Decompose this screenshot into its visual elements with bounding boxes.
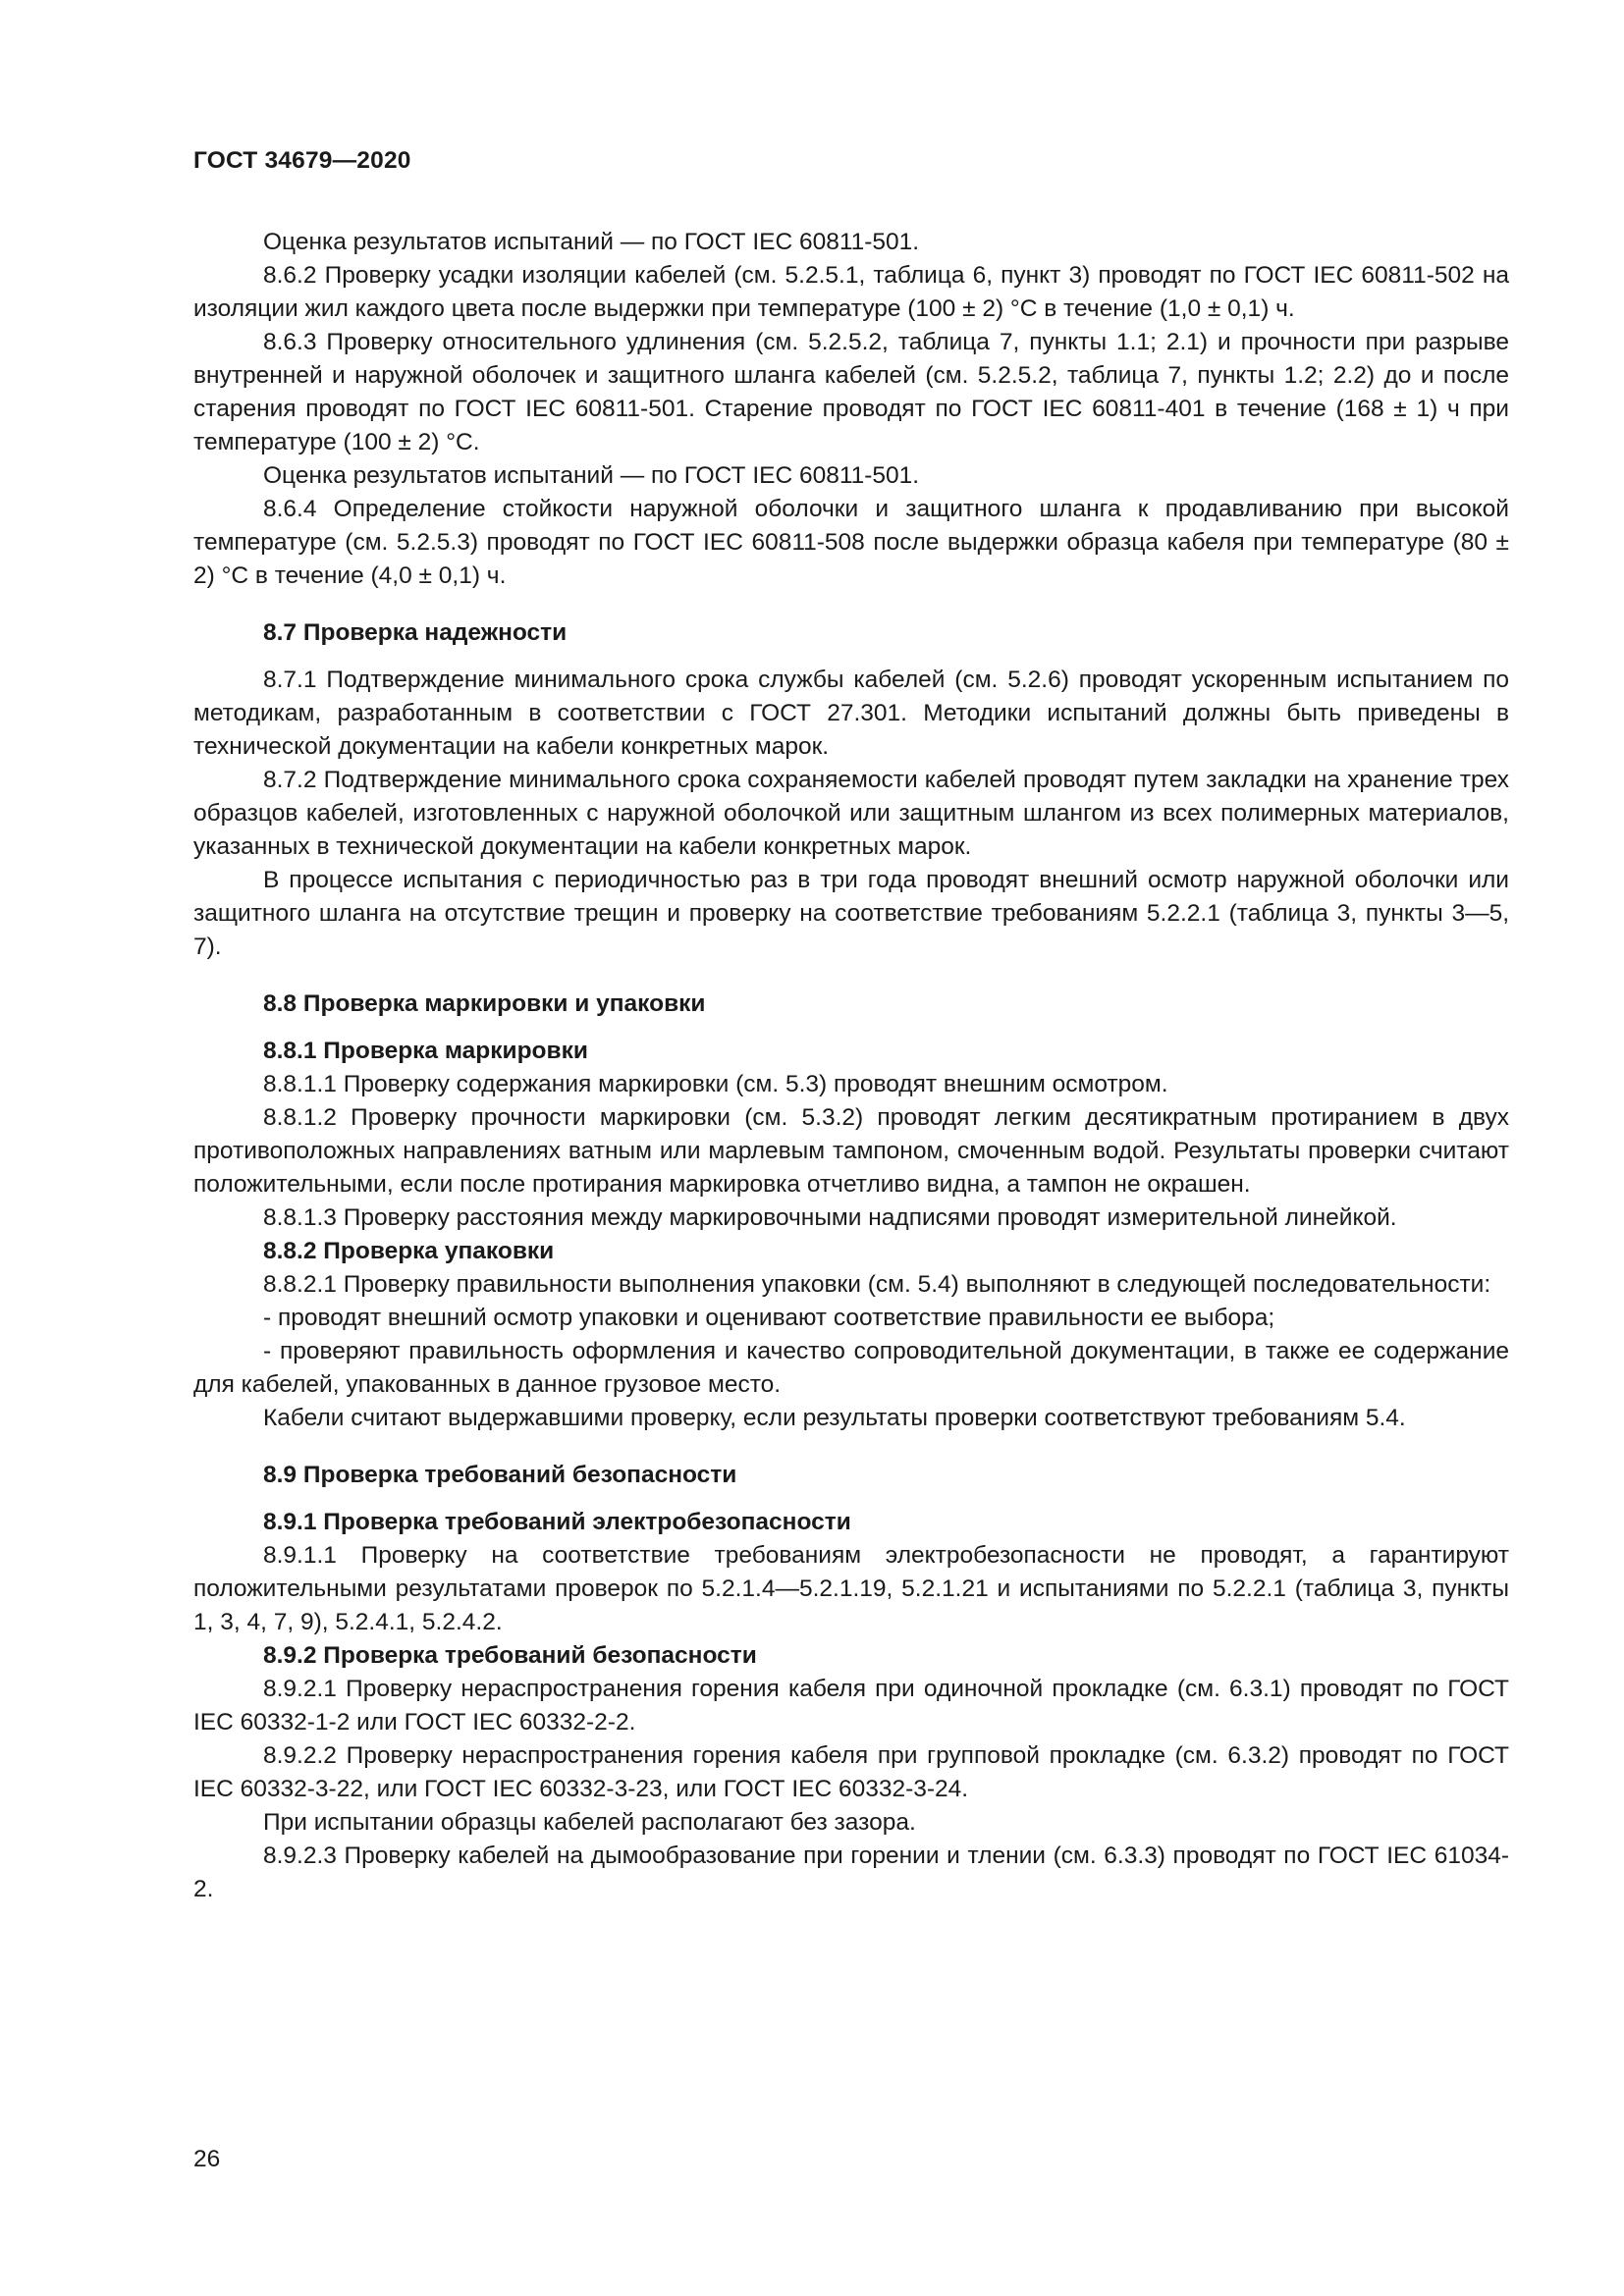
- paragraph: 8.8.1.3 Проверку расстояния между маркировочными надписями проводят измерительной линейкой.: [263, 1204, 1397, 1231]
- paragraph: При испытании образцы кабелей располагают без зазора.: [263, 1809, 916, 1836]
- subsection-heading: 8.8.2 Проверка упаковки: [263, 1238, 555, 1264]
- list-item: - проверяют правильность оформления и качество сопроводительной документации, в также ее содержание для кабелей, упакованных в данное грузовое место.: [193, 1338, 1509, 1398]
- paragraph: 8.6.4 Определение стойкости наружной оболочки и защитного шланга к продавливанию при высокой температуре (см. 5.2.5.3) проводят по ГОСТ IEC 60811-508 после выдержки образца кабеля при температуре (80 ± 2) °С в течение (4,0 ± 0,1) ч.: [193, 496, 1509, 589]
- paragraph: 8.9.2.1 Проверку нераспространения горения кабеля при одиночной прокладке (см. 6.3.1) проводят по ГОСТ IEC 60332-1-2 или ГОСТ IEC 60332-2-2.: [193, 1676, 1509, 1735]
- paragraph: 8.8.2.1 Проверку правильности выполнения упаковки (см. 5.4) выполняют в следующей последовательности:: [263, 1271, 1491, 1298]
- list-item: - проводят внешний осмотр упаковки и оценивают соответствие правильности ее выбора;: [263, 1305, 1275, 1331]
- subsection-heading: 8.9.2 Проверка требований безопасности: [263, 1642, 757, 1669]
- subsection-heading: 8.9.1 Проверка требований электробезопасности: [263, 1509, 851, 1535]
- paragraph: 8.9.1.1 Проверку на соответствие требованиям электробезопасности не проводят, а гарантируют положительными результатами проверок по 5.2.1.4—5.2.1.19, 5.2.1.21 и испытаниями по 5.2.2.1 (таблица 3, пункты 1, 3, 4, 7, 9), 5.2.4.1, 5.2.4.2.: [193, 1542, 1509, 1635]
- section-heading: 8.8 Проверка маркировки и упаковки: [263, 990, 706, 1017]
- paragraph: Оценка результатов испытаний — по ГОСТ IEC 60811-501.: [263, 229, 920, 255]
- paragraph: В процессе испытания с периодичностью раз в три года проводят внешний осмотр наружной оболочки или защитного шланга на отсутствие трещин и проверку на соответствие требованиям 5.2.2.1 (таблица 3, пункты 3—5, 7).: [193, 867, 1509, 960]
- paragraph: 8.8.1.1 Проверку содержания маркировки (см. 5.3) проводят внешним осмотром.: [263, 1071, 1168, 1097]
- paragraph: 8.7.1 Подтверждение минимального срока службы кабелей (см. 5.2.6) проводят ускоренным испытанием по методикам, разработанным в соответствии с ГОСТ 27.301. Методики испытаний должны быть приведены в технической документации на кабели конкретных марок.: [193, 667, 1509, 760]
- section-heading: 8.7 Проверка надежности: [263, 619, 568, 646]
- paragraph: 8.9.2.3 Проверку кабелей на дымообразование при горении и тлении (см. 6.3.3) проводят по ГОСТ IEC 61034-2.: [193, 1842, 1509, 1902]
- section-heading: 8.9 Проверка требований безопасности: [263, 1462, 737, 1488]
- paragraph: 8.9.2.2 Проверку нераспространения горения кабеля при групповой прокладке (см. 6.3.2) проводят по ГОСТ IEC 60332-3-22, или ГОСТ IEC 60332-3-23, или ГОСТ IEC 60332-3-24.: [193, 1742, 1509, 1802]
- page-header-doc-code: ГОСТ 34679—2020: [193, 147, 411, 174]
- document-body: [193, 226, 1509, 1906]
- page-number: 26: [193, 2146, 221, 2172]
- paragraph: Кабели считают выдержавшими проверку, если результаты проверки соответствуют требованиям 5.4.: [263, 1405, 1406, 1431]
- paragraph: Оценка результатов испытаний — по ГОСТ IEC 60811-501.: [263, 462, 920, 489]
- paragraph: 8.6.3 Проверку относительного удлинения (см. 5.2.5.2, таблица 7, пункты 1.1; 2.1) и прочности при разрыве внутренней и наружной оболочек и защитного шланга кабелей (см. 5.2.5.2, таблица 7, пункты 1.2; 2.2) до и после старения проводят по ГОСТ IEC 60811-501. Старение проводят по ГОСТ IEC 60811-401 в течение (168 ± 1) ч при температуре (100 ± 2) °С.: [193, 329, 1509, 455]
- paragraph: 8.6.2 Проверку усадки изоляции кабелей (см. 5.2.5.1, таблица 6, пункт 3) проводят по ГОСТ IEC 60811-502 на изоляции жил каждого цвета после выдержки при температуре (100 ± 2) °С в течение (1,0 ± 0,1) ч.: [193, 262, 1509, 322]
- subsection-heading: 8.8.1 Проверка маркировки: [263, 1038, 588, 1064]
- paragraph: 8.7.2 Подтверждение минимального срока сохраняемости кабелей проводят путем закладки на хранение трех образцов кабелей, изготовленных с наружной оболочкой или защитным шлангом из всех полимерных материалов, указанных в технической документации на кабели конкретных марок.: [193, 767, 1509, 860]
- paragraph: 8.8.1.2 Проверку прочности маркировки (см. 5.3.2) проводят легким десятикратным протиранием в двух противоположных направлениях ватным или марлевым тампоном, смоченным водой. Результаты проверки считают положительными, если после протирания маркировка отчетливо видна, а тампон не окрашен.: [193, 1104, 1509, 1198]
